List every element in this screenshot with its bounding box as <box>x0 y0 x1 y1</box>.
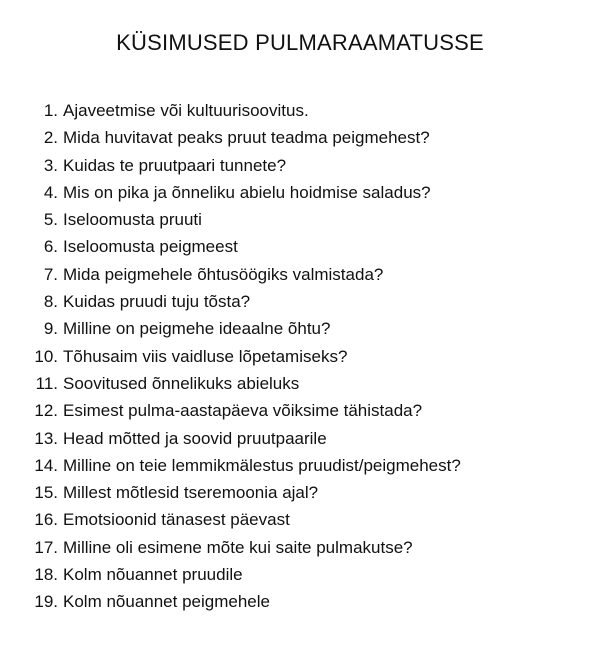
item-text: Kolm nõuannet peigmehele <box>63 592 270 612</box>
item-number: 7. <box>43 264 58 284</box>
list-item <box>28 97 461 124</box>
item-number: 17. <box>34 537 58 557</box>
item-number: 5. <box>43 210 58 230</box>
list-item <box>28 343 461 370</box>
question-list <box>28 97 461 616</box>
item-text: Milline on peigmehe ideaalne õhtu? <box>63 319 331 339</box>
item-text: Mida huvitavat peaks pruut teadma peigmehest? <box>63 128 430 148</box>
list-item <box>28 206 461 233</box>
item-number: 8. <box>43 292 58 312</box>
list-item <box>28 288 461 315</box>
item-text: Kolm nõuannet pruudile <box>63 565 243 585</box>
item-text: Emotsioonid tänasest päevast <box>63 510 290 530</box>
item-text: Ajaveetmise või kultuurisoovitus. <box>63 101 309 120</box>
item-text: Soovitused õnnelikuks abieluks <box>63 373 300 393</box>
page-title: KÜSIMUSED PULMARAAMATUSSE <box>116 30 484 55</box>
item-number: 10. <box>34 346 58 366</box>
item-number: 13. <box>34 428 58 448</box>
list-item <box>28 233 461 260</box>
item-number: 9. <box>43 319 58 339</box>
item-number: 16. <box>34 510 58 530</box>
list-item <box>28 179 461 206</box>
list-item <box>28 370 461 397</box>
item-text: Head mõtted ja soovid pruutpaarile <box>63 428 327 448</box>
item-number: 6. <box>43 237 58 257</box>
item-number: 12. <box>34 401 58 421</box>
list-item <box>28 534 461 561</box>
item-number: 18. <box>34 565 58 585</box>
item-text: Millest mõtlesid tseremoonia ajal? <box>63 483 319 503</box>
item-text: Mis on pika ja õnneliku abielu hoidmise saladus? <box>63 182 431 202</box>
list-item <box>28 452 461 479</box>
list-item <box>28 561 461 588</box>
list-item <box>28 152 461 179</box>
list-item <box>28 425 461 452</box>
list-item <box>28 506 461 533</box>
list-item <box>28 397 461 424</box>
item-text: Iseloomusta peigmeest <box>63 237 238 257</box>
item-text: Kuidas pruudi tuju tõsta? <box>63 292 251 312</box>
item-text: Milline oli esimene mõte kui saite pulmakutse? <box>63 537 413 557</box>
item-text: Kuidas te pruutpaari tunnete? <box>63 155 287 175</box>
list-item <box>28 588 461 615</box>
item-number: 2. <box>43 128 58 148</box>
item-number: 11. <box>35 373 58 393</box>
list-item <box>28 261 461 288</box>
item-number: 15. <box>34 483 58 503</box>
item-text: Tõhusaim viis vaidluse lõpetamiseks? <box>63 346 348 366</box>
item-text: Mida peigmehele õhtusöögiks valmistada? <box>63 264 384 284</box>
item-text: Iseloomusta pruuti <box>63 210 202 230</box>
list-item <box>28 315 461 342</box>
item-number: 4. <box>43 182 58 202</box>
item-text: Milline on teie lemmikmälestus pruudist/peigmehest? <box>63 455 461 475</box>
item-number: 1. <box>43 101 58 120</box>
item-number: 14. <box>34 455 58 475</box>
item-number: 19. <box>34 592 58 612</box>
list-item <box>28 479 461 506</box>
list-item <box>28 124 461 151</box>
item-text: Esimest pulma-aastapäeva võiksime tähistada? <box>63 401 423 421</box>
item-number: 3. <box>43 155 58 175</box>
